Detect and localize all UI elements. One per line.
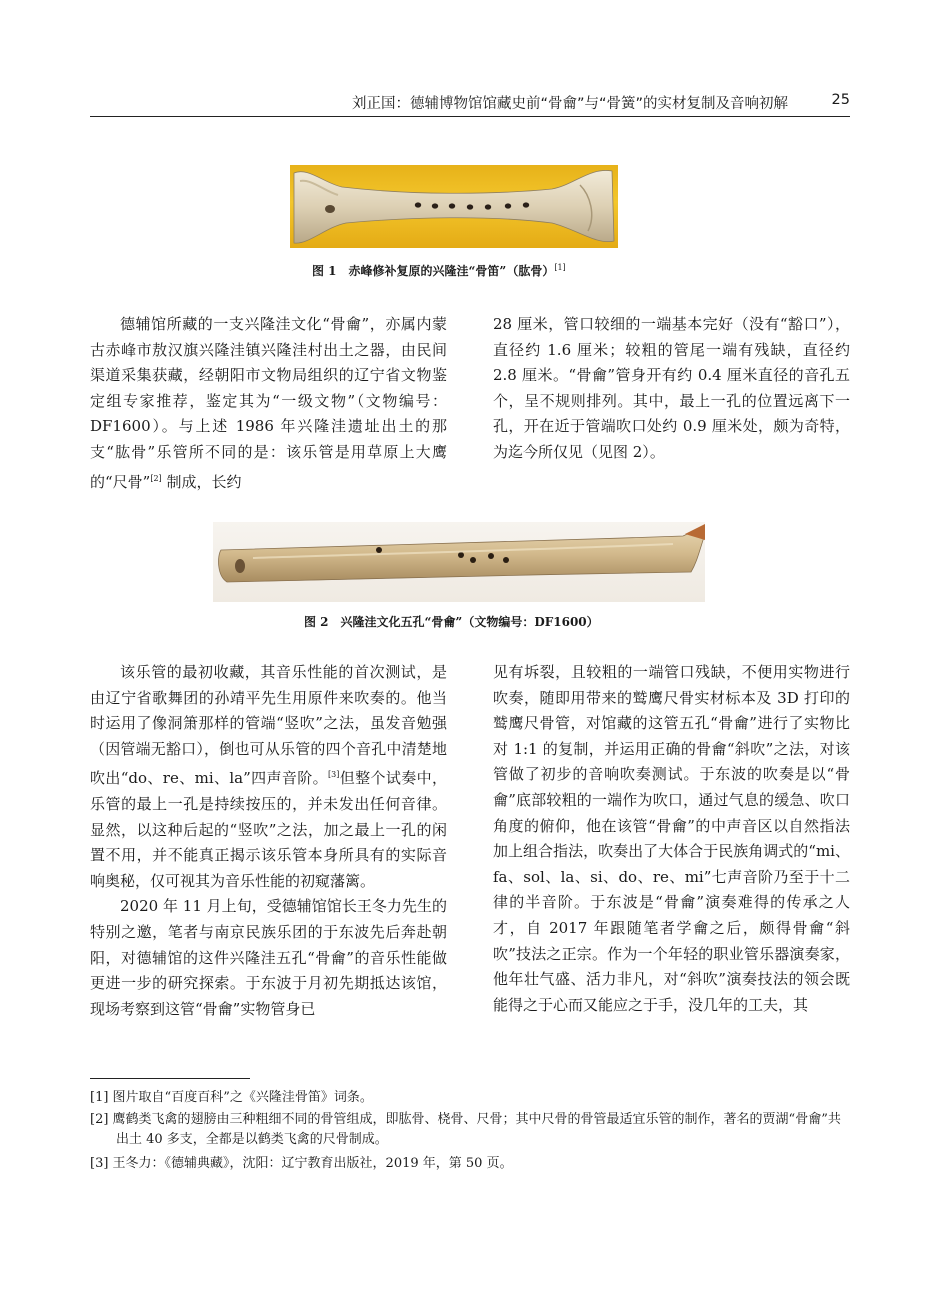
page-number: 25 [831,92,850,108]
figure-1-footnote-ref: [1] [554,263,566,272]
footnote-3: [3] 王冬力：《德辅典藏》，沈阳：辽宁教育出版社，2019 年，第 50 页。 [90,1156,513,1171]
yue-finger-hole-5 [503,557,509,563]
figure-1-bone-flute-photo [290,165,618,248]
footnote-2: [2] 鹰鹤类飞禽的翅膀由三种粗细不同的骨管组成，即肱骨、桡骨、尺骨；其中尺骨的骨管最适宜乐管的制作，著名的贾湖“骨龠”共出土 40 多支，全都是以鹤类飞禽的尺骨制成。 [90,1112,841,1147]
yue-finger-hole-2 [458,552,464,558]
finger-hole-7 [523,202,529,207]
body-paragraph-3: 该乐管的最初收藏，其音乐性能的首次测试，是由辽宁省歌舞团的孙靖平先生用原件来吹奏的。他当时运用了像洞箫那样的管端“竖吹”之法，虽发音勉强（因管端无豁口），倒也可从乐管的四个音孔中清楚地吹出“do、re、mi、la”四声音阶。[3]但整个试奏中，乐管的最上一孔是持续按压的，并未发出任何音律。显然，以这种后起的“竖吹”之法，加之最上一孔的闲置不用，并不能真正揭示该乐管本身所具有的实际音响奥秘，仅可视其为音乐性能的初窥藩篱。 2020 年 11 月上旬，受德辅馆馆长王冬力先生的特别之邀，笔者与南京民族乐团的于东波先后奔赴朝阳，对德辅馆的这件兴隆洼五孔“骨龠”的音乐性能做更进一步的研究探索。于东波于月初先期抵达该馆，现场考察到这管“骨龠”实物管身已 [90,663,447,1018]
footnote-1: [1] 图片取自“百度百科”之《兴隆洼骨笛》词条。 [90,1090,373,1105]
running-header [90,90,850,117]
yue-finger-hole-3 [470,557,476,563]
finger-hole-6 [505,203,511,208]
footnote-ref-3: [3] [328,770,340,780]
finger-hole-1 [415,202,421,207]
finger-hole-3 [449,203,455,208]
yue-finger-hole-1 [376,547,382,553]
body-paragraph-2: 28 厘米，管口较细的一端基本完好（没有“豁口”），直径约 1.6 厘米；较粗的管尾一端有残缺，直径约 2.8 厘米。“骨龠”管身开有约 0.4 厘米直径的音孔五个，呈不规则排列。其中，最上一孔的位置远离下一孔，开在近于管端吹口处约 0.9 厘米处，颇为奇特，为迄今所仅见（见图 2）。 [493,315,850,461]
body-paragraph-4: 见有坼裂，且较粗的一端管口残缺，不便用实物进行吹奏，随即用带来的鹫鹰尺骨实材标本及 3D 打印的鹫鹰尺骨管，对馆藏的这管五孔“骨龠”进行了实物比对 1:1 的复制，并运用正确的骨龠“斜吹”之法，对该管做了初步的音响吹奏测试。于东波的吹奏是以“骨龠”底部较粗的一端作为吹口，通过气息的缓急、吹口角度的俯仰，他在该管“骨龠”的中声音区以自然指法加上组合指法，吹奏出了大体合于民族角调式的“mi、fa、sol、la、si、do、re、mi”七声音阶乃至于十二律的半音阶。于东波是“骨龠”演奏难得的传承之人才，自 2017 年跟随笔者学龠之后，颇得骨龠“斜吹”技法之正宗。作为一个年轻的职业管乐器演奏家，他年壮气盛、活力非凡，对“斜吹”演奏技法的领会既能得之于心而又能应之于手，没几年的工夫，其 [493,663,850,1014]
footnote-separator [90,1078,250,1079]
body-paragraph-1: 德辅馆所藏的一支兴隆洼文化“骨龠”，亦属内蒙古赤峰市敖汉旗兴隆洼镇兴隆洼村出土之器，由民间渠道采集获藏，经朝阳市文物局组织的辽宁省文物鉴定组专家推荐，鉴定其为“一级文物”（文物编号：DF1600）。与上述 1986 年兴隆洼遗址出土的那支“肱骨”乐管所不同的是：该乐管是用草原上大鹰的“尺骨”[2] 制成，长约 [90,315,447,491]
bone-flute-humerus-image [290,165,618,248]
footnote-ref-2: [2] [150,473,162,483]
finger-hole-5 [485,204,491,209]
finger-hole-4 [467,204,473,209]
running-header-title: 刘正国：德辅博物馆馆藏史前“骨龠”与“骨簧”的实材复制及音响初解 [351,96,788,112]
yue-finger-hole-4 [488,553,494,559]
figure-1-caption: 图 1 赤峰修补复原的兴隆洼“骨笛”（肱骨）[1] [312,263,566,278]
finger-hole-2 [432,203,438,208]
figure-2-bone-yue-photo [213,522,705,602]
figure-2-caption: 图 2 兴隆洼文化五孔“骨龠”（文物编号：DF1600） [304,615,599,629]
five-hole-bone-yue-image [213,522,705,602]
